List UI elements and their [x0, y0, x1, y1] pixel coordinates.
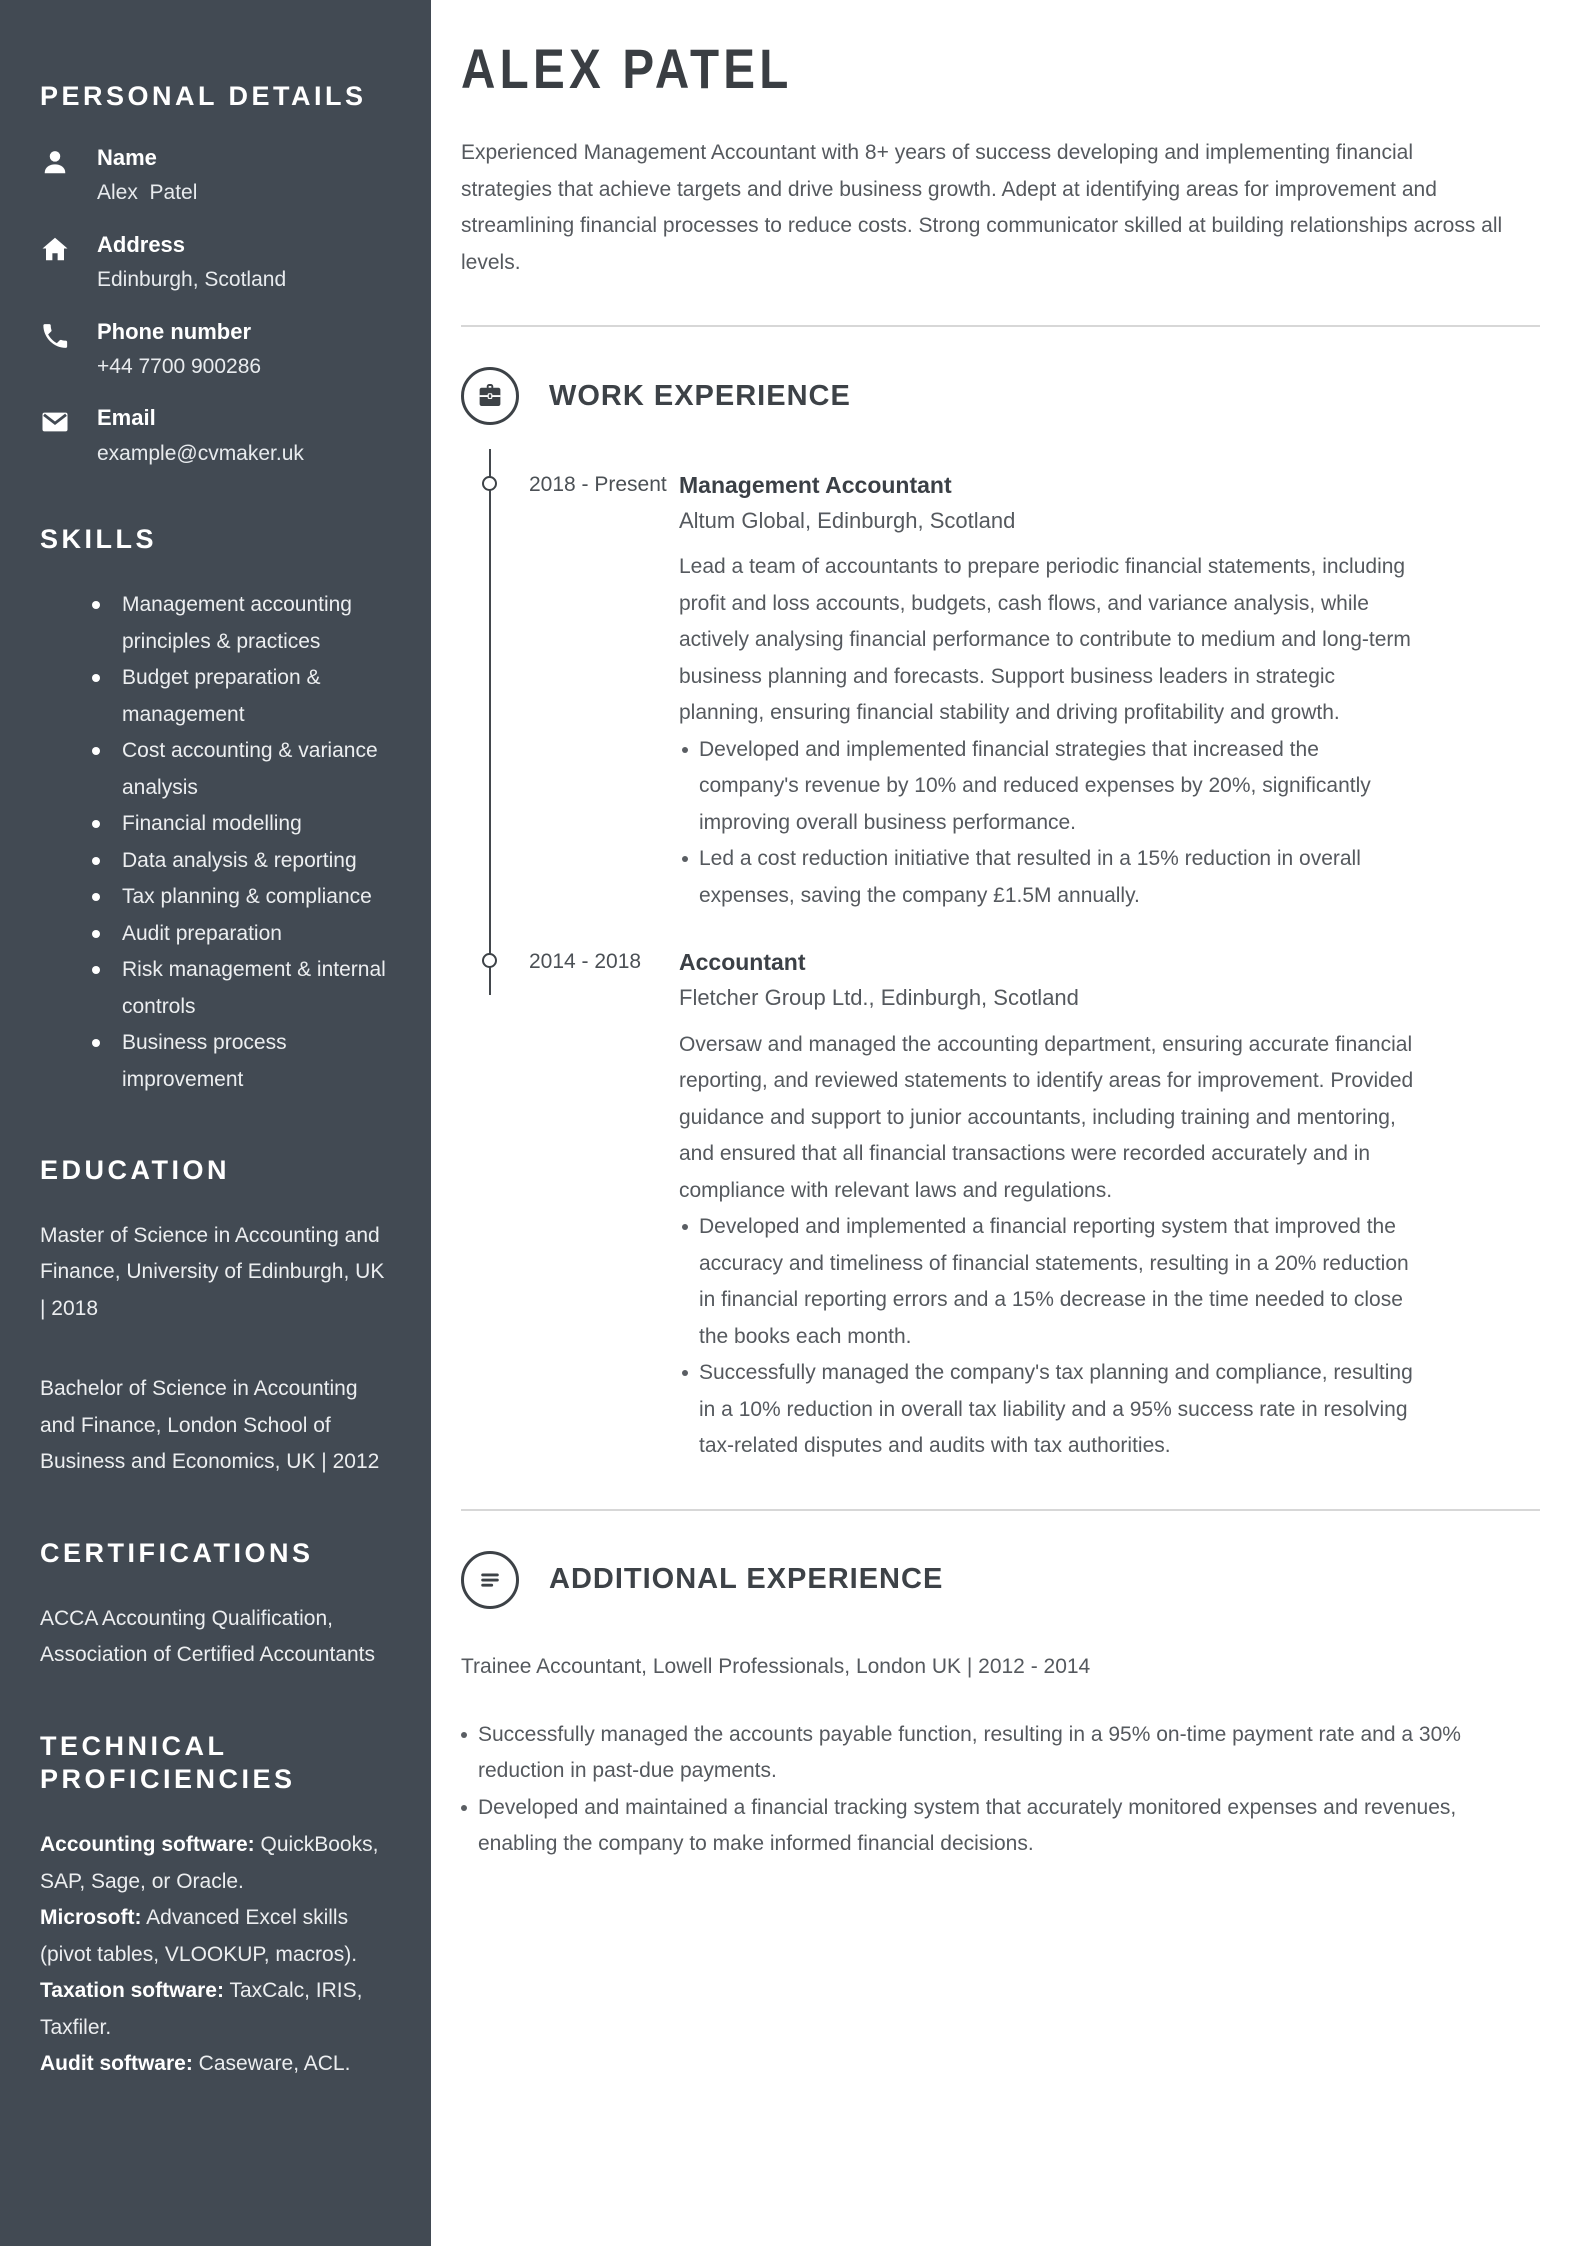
- work-experience-timeline: [461, 471, 1540, 1465]
- sidebar: [0, 0, 431, 2246]
- personal-details-heading: PERSONAL DETAILS: [40, 81, 367, 111]
- main-content: [431, 0, 1588, 2246]
- additional-bullet: Successfully managed the accounts payable function, resulting in a 95% on-time payment rate and a 30% reduction in past-due payments.: [461, 1717, 1521, 1790]
- person-icon: [40, 144, 97, 207]
- detail-value: +44 7700 900286: [97, 355, 262, 379]
- skill-item: Management accounting principles & practices: [40, 587, 393, 660]
- education-entry: Master of Science in Accounting and Finance, University of Edinburgh, UK | 2018: [40, 1223, 385, 1320]
- additional-experience-header: [461, 1551, 1540, 1609]
- briefcase-icon: [461, 367, 519, 425]
- skill-item: Tax planning & compliance: [40, 879, 393, 916]
- section-divider: [461, 325, 1540, 327]
- skills-list: [40, 587, 393, 1098]
- tech-entry: Accounting software: QuickBooks, SAP, Sage, or Oracle.: [40, 1833, 379, 1893]
- additional-experience-title: ADDITIONAL EXPERIENCE: [549, 1563, 944, 1595]
- timeline-marker: [482, 476, 497, 491]
- certifications-heading: CERTIFICATIONS: [40, 1537, 314, 1568]
- job-description: Lead a team of accountants to prepare periodic financial statements, including profit and loss accounts, budgets, cash flows, and variance analysis, while actively analysing financial performance to contribute to medium and long-term business planning and forecasts. Support business leaders in strategic planning, ensuring financial stability and driving profitability and growth.: [679, 555, 1411, 725]
- job-dates: 2018 - Present: [529, 473, 667, 496]
- skill-item: Data analysis & reporting: [40, 843, 393, 880]
- work-experience-header: [461, 367, 1540, 425]
- detail-label: Email: [97, 405, 156, 431]
- skill-item: Financial modelling: [40, 806, 393, 843]
- job-bullet-list: [679, 1209, 1419, 1465]
- list-icon: [461, 1551, 519, 1609]
- job-entry: [461, 948, 1540, 1464]
- job-title: Accountant: [679, 949, 806, 976]
- job-description: Oversaw and managed the accounting department, ensuring accurate financial reporting, and reviewed statements to identify areas for improvement. Provided guidance and support to junior accountants, including training and mentoring, and ensured that all financial transactions were recorded accurately and in compliance with relevant laws and regulations.: [679, 1032, 1414, 1202]
- skill-item: Business process improvement: [40, 1025, 393, 1098]
- timeline-marker: [482, 953, 497, 968]
- additional-role-line: Trainee Accountant, Lowell Professionals, London UK | 2012 - 2014: [461, 1654, 1091, 1678]
- personal-detail-address: [40, 231, 393, 294]
- tech-entry: Microsoft: Advanced Excel skills (pivot tables, VLOOKUP, macros).: [40, 1906, 358, 1966]
- tech-entry: Audit software: Caseware, ACL.: [40, 2052, 351, 2076]
- technical-proficiencies-heading: TECHNICAL PROFICIENCIES: [40, 1730, 296, 1795]
- additional-bullet: Developed and maintained a financial tracking system that accurately monitored expenses and revenues, enabling the company to make informed financial decisions.: [461, 1790, 1521, 1863]
- education-entry: Bachelor of Science in Accounting and Finance, London School of Business and Economics, UK | 2012: [40, 1377, 380, 1474]
- job-dates: 2014 - 2018: [529, 950, 642, 974]
- job-company: Fletcher Group Ltd., Edinburgh, Scotland: [679, 985, 1079, 1010]
- page-title: ALEX PATEL: [461, 37, 793, 100]
- skill-item: Budget preparation & management: [40, 660, 393, 733]
- detail-value: Alex Patel: [97, 181, 198, 205]
- job-title: Management Accountant: [679, 472, 952, 498]
- section-divider: [461, 1509, 1540, 1511]
- skill-item: Audit preparation: [40, 916, 393, 953]
- detail-value: example@cvmaker.uk: [97, 442, 304, 466]
- personal-detail-phone: [40, 318, 393, 381]
- job-entry: [461, 471, 1540, 914]
- job-bullet: Developed and implemented financial strategies that increased the company's revenue by 10% and reduced expenses by 20%, significantly improving overall business performance.: [679, 732, 1419, 842]
- personal-detail-name: [40, 144, 393, 207]
- email-icon: [40, 404, 97, 467]
- detail-label: Name: [97, 144, 157, 170]
- skill-item: Risk management & internal controls: [40, 952, 393, 1025]
- personal-detail-email: [40, 404, 393, 467]
- education-heading: EDUCATION: [40, 1155, 230, 1186]
- profile-summary: Experienced Management Accountant with 8+ years of success developing and implementing financial strategies that achieve targets and drive business growth. Adept at identifying areas for improvement and streamlining financial processes to reduce costs. Strong communicator skilled at building relationships across all levels.: [461, 141, 1503, 274]
- job-bullet: Successfully managed the company's tax planning and compliance, resulting in a 10% reduction in overall tax liability and a 95% success rate in resolving tax-related disputes and audits with tax authorities.: [679, 1355, 1419, 1465]
- technical-proficiencies: [40, 1827, 393, 2083]
- job-bullet: Led a cost reduction initiative that resulted in a 15% reduction in overall expenses, saving the company £1.5M annually.: [679, 841, 1419, 914]
- job-company: Altum Global, Edinburgh, Scotland: [679, 507, 1016, 533]
- additional-bullet-list: [461, 1717, 1521, 1863]
- skills-heading: SKILLS: [40, 524, 158, 555]
- detail-value: Edinburgh, Scotland: [97, 268, 287, 292]
- detail-label: Address: [97, 231, 186, 257]
- job-bullet: Developed and implemented a financial reporting system that improved the accuracy and timeliness of financial statements, resulting in a 20% reduction in financial reporting errors and a 15% decrease in the time needed to close the books each month.: [679, 1209, 1419, 1355]
- certification-entry: ACCA Accounting Qualification, Association of Certified Accountants: [40, 1606, 376, 1667]
- tech-entry: Taxation software: TaxCalc, IRIS, Taxfiler.: [40, 1979, 363, 2039]
- skill-item: Cost accounting & variance analysis: [40, 733, 393, 806]
- job-bullet-list: [679, 732, 1419, 915]
- work-experience-title: WORK EXPERIENCE: [549, 379, 851, 412]
- phone-icon: [40, 318, 97, 381]
- home-icon: [40, 231, 97, 294]
- detail-label: Phone number: [97, 318, 252, 344]
